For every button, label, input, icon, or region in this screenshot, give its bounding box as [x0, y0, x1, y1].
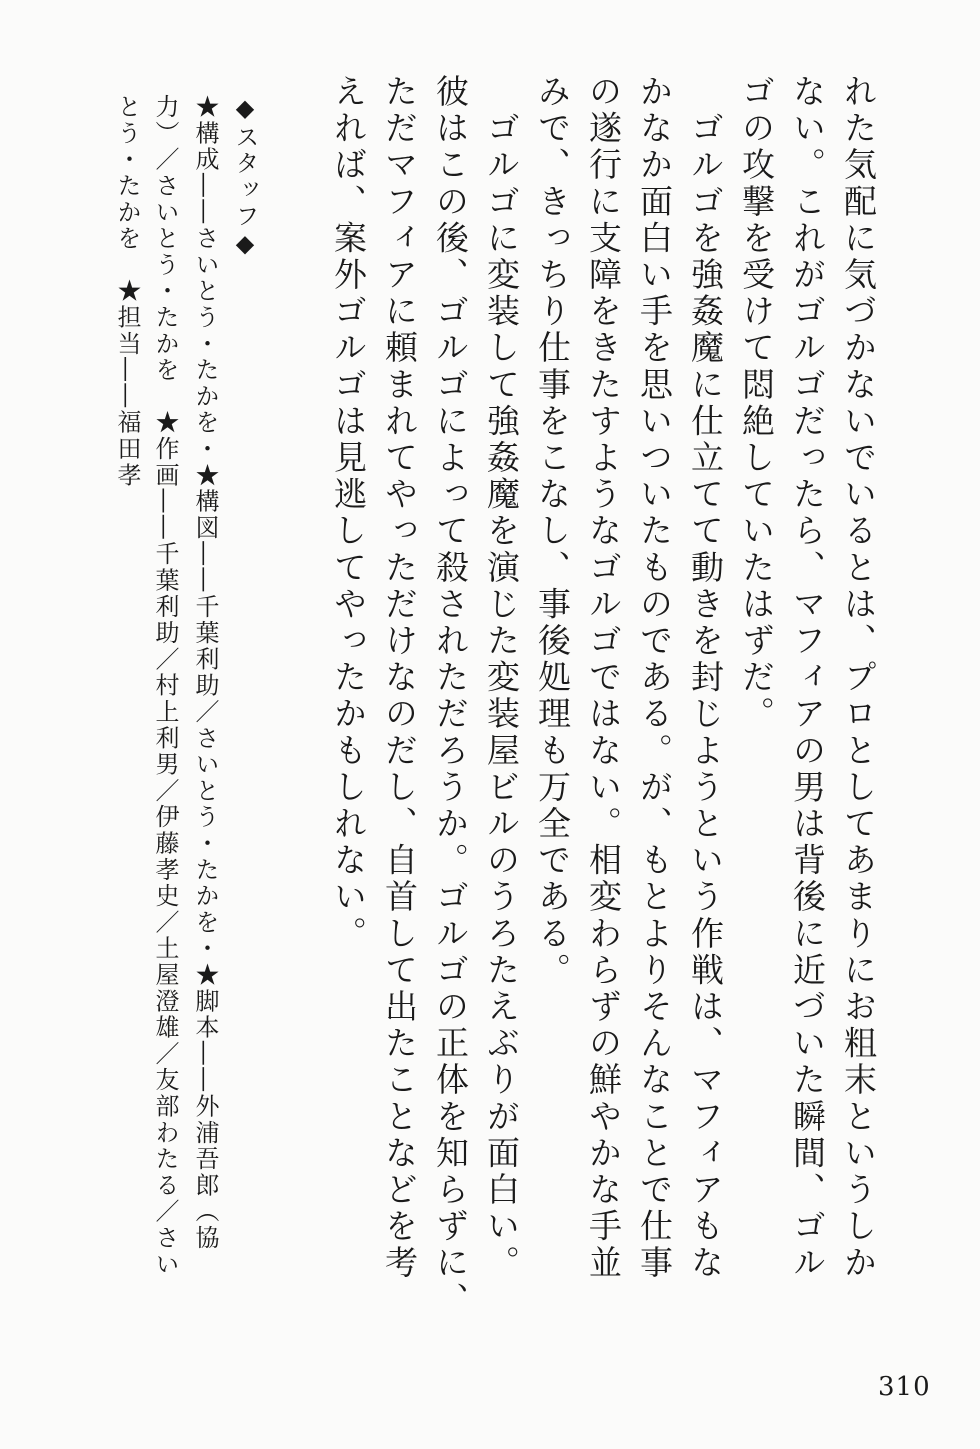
text-column: ゴルゴに変装して強姦魔を演じた変装屋ビルのうろたえぶりが面白い。: [482, 74, 521, 1282]
text-column: ない。これがゴルゴだったら、マフィアの男は背後に近づいた瞬間、ゴル: [788, 74, 827, 1282]
text-column: ゴルゴを強姦魔に仕立てて動きを封じようという作戦は、マフィアもな: [686, 74, 725, 1282]
page-number: 310: [878, 1372, 931, 1402]
text-column: 彼はこの後、ゴルゴによって殺されただろうか。ゴルゴの正体を知らずに、: [431, 74, 470, 1319]
staff-line: 力）／さいとう・たかを ★作画――千葉利助／村上利男／伊藤孝史／土屋澄雄／友部わたる／さい: [151, 94, 179, 1278]
staff-heading: ◆スタッフ◆: [231, 94, 259, 260]
text-column: えれば、案外ゴルゴは見逃してやったかもしれない。: [329, 74, 368, 953]
text-column: みで、きっちり仕事をこなし、事後処理も万全である。: [533, 74, 572, 989]
text-column: れた気配に気づかないでいるとは、プロとしてあまりにお粗末というしか: [839, 74, 878, 1282]
text-column: ゴの攻撃を受けて悶絶していたはずだ。: [737, 74, 776, 733]
text-column: かなか面白い手を思いついたものである。が、もとよりそんなことで仕事: [635, 74, 674, 1282]
staff-line: ★構成――さいとう・たかを・★構図――千葉利助／さいとう・たかを・★脚本――外浦吾郎（協: [191, 94, 219, 1252]
text-column: ただマフィアに頼まれてやっただけなのだし、自首して出たことなどを考: [380, 74, 419, 1282]
staff-line: とう・たかを ★担当――福田孝: [113, 94, 141, 489]
text-column: の遂行に支障をきたすようなゴルゴではない。相変わらずの鮮やかな手並: [584, 74, 623, 1282]
